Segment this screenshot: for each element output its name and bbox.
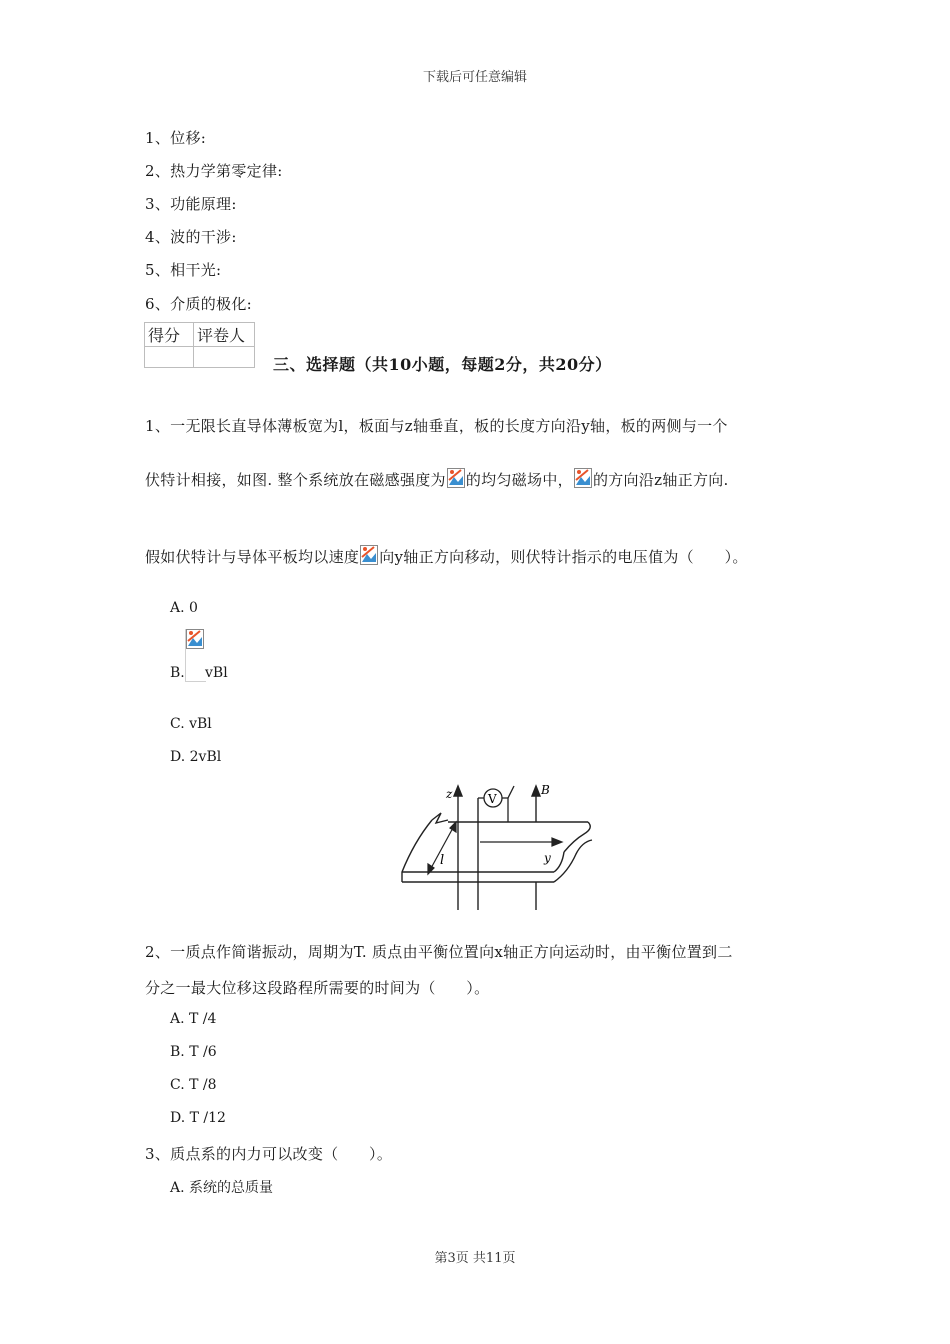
option-b-image-frame [185, 629, 206, 682]
definition-item-4: 4、波的干涉: [145, 228, 237, 246]
grader-header: 评卷人 [194, 323, 255, 347]
voltmeter-plate-diagram [396, 776, 611, 916]
q1-line-2 [145, 468, 729, 490]
q2-option-a[interactable]: A. T /4 [170, 1011, 217, 1027]
b-field-label: B [541, 783, 550, 797]
voltmeter-label: V [488, 792, 497, 806]
q1-line-1: 1、一无限长直导体薄板宽为l，板面与z轴垂直，板的长度方向沿y轴，板的两侧与一个 [145, 417, 728, 435]
q1-option-c[interactable]: C. vBl [170, 716, 212, 732]
definition-item-2: 2、热力学第零定律: [145, 162, 283, 180]
q1-line-2-part-a: 伏特计相接，如图. 整个系统放在磁感强度为 [145, 471, 446, 489]
q1-line-2-part-c: 的方向沿z轴正方向. [592, 471, 729, 489]
q1-option-b-prefix[interactable]: B. [170, 665, 185, 681]
broken-image-icon [360, 545, 378, 565]
score-header: 得分 [145, 323, 194, 347]
q2-line-2: 分之一最大位移这段路程所需要的时间为（ ）。 [145, 979, 490, 997]
section-title: 三、选择题（共10小题，每题2分，共20分） [273, 355, 612, 374]
grader-cell[interactable] [194, 347, 255, 368]
q2-option-c[interactable]: C. T /8 [170, 1077, 217, 1093]
broken-image-icon [574, 468, 592, 488]
y-axis-arrow [480, 838, 562, 846]
q1-option-b-suffix: vBl [205, 665, 228, 681]
q1-line-3-part-b: 向y轴正方向移动，则伏特计指示的电压值为（ ）。 [379, 548, 748, 566]
voltmeter-icon [478, 786, 514, 822]
y-axis-label: y [544, 851, 551, 865]
q2-option-d[interactable]: D. T /12 [170, 1110, 226, 1126]
q2-line-1: 2、一质点作简谐振动，周期为T. 质点由平衡位置向x轴正方向运动时，由平衡位置到二 [145, 943, 733, 961]
definition-item-6: 6、介质的极化: [145, 295, 252, 313]
score-cell[interactable] [145, 347, 194, 368]
q1-line-3-part-a: 假如伏特计与导体平板均以速度 [145, 548, 360, 566]
q1-line-3 [145, 545, 748, 567]
definition-item-5: 5、相干光: [145, 261, 222, 279]
page-footer: 第3页 共11页 [434, 1251, 516, 1266]
q3-option-a[interactable]: A. 系统的总质量 [170, 1180, 274, 1196]
q1-option-d[interactable]: D. 2vBl [170, 749, 222, 765]
broken-image-icon [186, 629, 204, 653]
definition-item-1: 1、位移: [145, 129, 207, 147]
width-l-label: l [440, 853, 445, 868]
q3-line-1: 3、质点系的内力可以改变（ ）。 [145, 1145, 393, 1163]
q2-option-b[interactable]: B. T /6 [170, 1044, 217, 1060]
definition-item-3: 3、功能原理: [145, 195, 237, 213]
b-field-arrow [532, 786, 540, 822]
z-axis-arrow [454, 786, 462, 910]
z-axis-label: z [446, 787, 453, 801]
score-table [144, 322, 255, 368]
q1-option-a[interactable]: A. 0 [170, 600, 198, 616]
page-header: 下载后可任意编辑 [422, 70, 527, 85]
broken-image-icon [447, 468, 465, 488]
q1-line-2-part-b: 的均匀磁场中， [465, 471, 573, 489]
